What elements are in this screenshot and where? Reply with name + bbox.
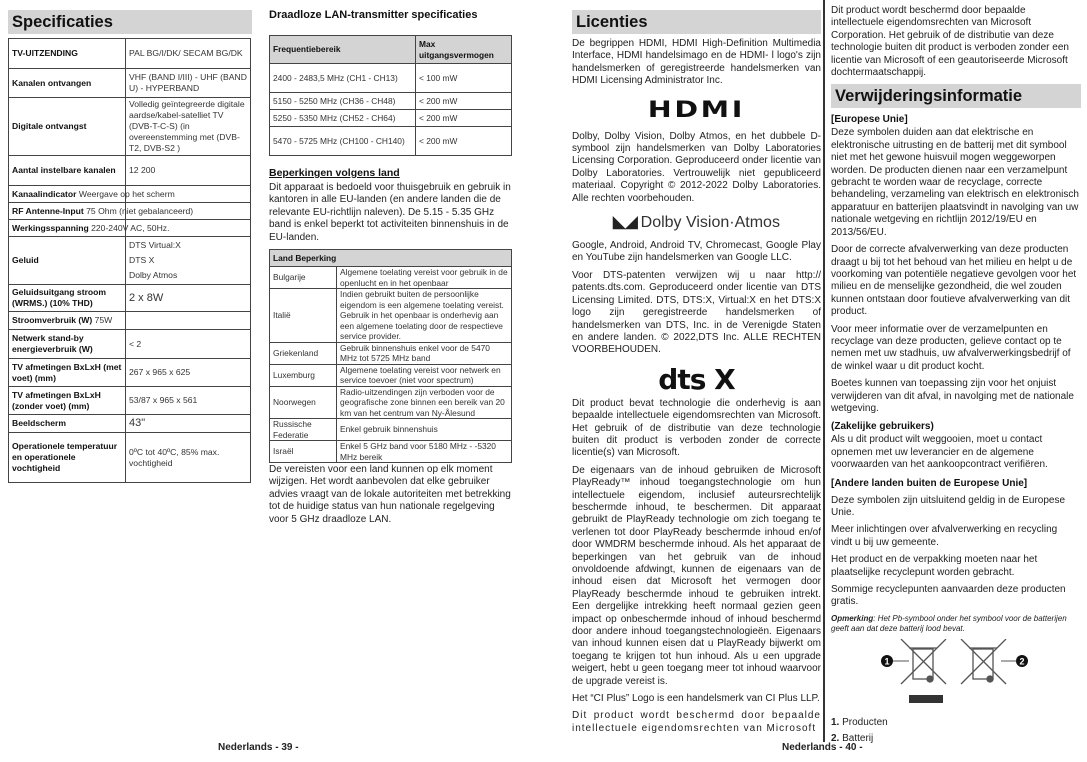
land-restriction: Algemene toelating vereist voor netwerk en service toevoer (niet voor spectrum): [337, 364, 512, 386]
eu-paragraph-2: Door de correcte afvalverwerking van deze producten draagt u bij tot het behoud van het milieu en helpt u de voorkoming van potentiële negatieve gevolgen voor het milieu en de menselijke gezondheid, die wel zouden kunnen ontstaan door foutieve afvalverwerking van dit product.: [831, 244, 1077, 318]
spec-row: [9, 415, 251, 433]
land-name: Israël: [270, 441, 337, 463]
wlan-power: < 100 mW: [416, 64, 512, 93]
land-restriction: Algemene toelating vereist voor gebruik in de openlucht en in het openbaar: [337, 267, 512, 289]
land-restriction: Enkel gebruik binnenshuis: [337, 419, 512, 441]
spec-value-line: DTS Virtual:X: [129, 240, 181, 250]
wlan-power: < 200 mW: [416, 127, 512, 156]
wlan-heading: Draadloze LAN-transmitter specificaties: [269, 9, 478, 21]
spec-row: [9, 237, 251, 285]
callout-2: 2: [1019, 656, 1025, 667]
land-name: Russische Federatie: [270, 419, 337, 441]
spec-inline-value: 220-240V AC, 50Hz.: [91, 222, 170, 233]
crossed-bin-icon-battery: [961, 639, 1006, 684]
dtsx-logo: dts X: [658, 362, 735, 396]
spec-row: [9, 330, 251, 359]
spec-value: 267 x 965 x 625: [126, 359, 251, 387]
wlan-power: < 200 mW: [416, 110, 512, 127]
legend-item-2: 2. Batterij: [831, 733, 874, 745]
land-row: [270, 267, 512, 289]
spec-inline-label: Werkingsspanning: [12, 222, 89, 233]
spec-row: [9, 156, 251, 186]
spec-value: Volledig geïntegreerde digitale aardse/kabel-satelliet TV (DVB-T-C-S) (in overeenstemming met (DVB-T2, DVB-S2 ): [126, 98, 251, 156]
wlan-table: [269, 35, 512, 156]
spec-label: TV-UITZENDING: [9, 39, 126, 69]
spec-row: [9, 203, 251, 220]
eu-paragraph-4: Boetes kunnen van toepassing zijn voor het onjuist verwijderen van dit afval, in navolging met de nationale wetgeving.: [831, 378, 1074, 414]
spec-row: [9, 98, 251, 156]
wlan-column: [269, 8, 512, 531]
wlan-frequency: 5470 - 5725 MHz (CH100 - CH140): [270, 127, 416, 156]
spec-value: 43": [126, 415, 251, 433]
land-name: Griekenland: [270, 342, 337, 364]
land-name: Luxemburg: [270, 364, 337, 386]
restrictions-heading: Beperkingen volgens land: [269, 167, 400, 179]
spec-inline-value: 75 Ohm (niet gebalanceerd): [86, 205, 194, 216]
spec-row: [9, 69, 251, 98]
dolby-text: Dolby, Dolby Vision, Dolby Atmos, en het dubbele D-symbool zijn handelsmerken van Dolby Laboratories Licensing Corporation. Geproduceerd onder licentie van Dolby Laboratories. Vertrouwelijk niet gepubliceerd materiaal. Copyright © 2012-2022 Dolby Laboratories. Alle rechten voorbehouden.: [572, 130, 821, 204]
land-restriction: Indien gebruikt buiten de persoonlijke eigendom is een algemene toelating vereist. Gebruik in het openbaar is onderhevig aan een algemene toelating door de respectieve service provider.: [337, 289, 512, 343]
dts-text: Voor DTS-patenten verwijzen wij u naar http:// patents.dts.com. Geproduceerd onder licentie van DTS Licensing Limited. DTS, DTS:X, Virtual:X en het DTS:X logo zijn geregistreerde handelsmerken of handelsmerken van DTS, Inc. in de Verenigde Staten en andere landen. © 2022,DTS Inc. ALLE RECHTEN VOORBEHOUDEN.: [572, 269, 821, 356]
land-restrictions-table: [269, 249, 512, 463]
restrictions-outro: De vereisten voor een land kunnen op elk moment wijzigen. Het wordt aanbevolen dat elke gebruiker advies vraagt van de lokale autoriteiten met betrekking tot de huidige status van hun nationale regelgeving voor 5 GHz draadloze LAN.: [269, 464, 511, 525]
other-paragraph-4: Sommige recyclepunten aanvaarden deze producten gratis.: [831, 584, 1066, 608]
spec-row: [9, 387, 251, 415]
spec-value: VHF (BAND I/III) - UHF (BAND U) - HYPERBAND: [126, 69, 251, 98]
eu-paragraph-1: Deze symbolen duiden aan dat elektrische en elektronische uitrusting en de batterij met dit symbool niet met het gewone huisvuil mogen weggeworpen worden. De producten dienen naar een verzamelpunt gebracht te worden waar de recyclage, correcte behandeling, verzameling van elektrisch en elektronisch apparatuur en batterijen plaatsvindt in navolging van uw nationale wetgeving en richtlijn 2012/19/EU en 2013/56/EU.: [831, 127, 1079, 238]
spec-label: Digitale ontvangst: [9, 98, 126, 156]
land-restriction: Enkel 5 GHz band voor 5180 MHz - -5320 MHz bereik: [337, 441, 512, 463]
other-paragraph-2: Meer inlichtingen over afvalverwerking en recycling vindt u bij uw gemeente.: [831, 524, 1058, 548]
spec-value: [126, 312, 251, 330]
ciplus-text: Het “CI Plus” Logo is een handelsmerk van CI Plus LLP.: [572, 693, 820, 705]
wlan-frequency: 5250 - 5350 MHz (CH52 - CH64): [270, 110, 416, 127]
wlan-row: [270, 64, 512, 93]
page-number-left: Nederlands - 39 -: [218, 742, 299, 753]
eu-paragraph-3: Voor meer informatie over de verzamelpunten en recyclage van deze producten, gelieve contact op te nemen met uw stadhuis, uw afvalverwerkingsbedrijf of de winkel waar u dit product kocht.: [831, 323, 1071, 372]
spec-row: [9, 312, 251, 330]
spec-inline-label: Stroomverbruik (W): [12, 315, 93, 325]
microsoft-text: Dit product bevat technologie die onderhevig is aan bepaalde intellectuele eigendomsrechten van Microsoft. Het gebruik of de distributie van deze technologie buiten dit product is verboden zonder de correcte licentie(s) van Microsoft.: [572, 397, 821, 459]
licenses-heading: Licenties: [572, 10, 821, 34]
land-restriction: Gebruik binnenshuis enkel voor de 5470 MHz tot 5725 MHz band: [337, 342, 512, 364]
weee-symbols: [831, 639, 1081, 711]
spec-row: [9, 220, 251, 237]
spec-label: [9, 312, 126, 330]
spec-label: [9, 220, 170, 237]
land-name: Bulgarije: [270, 267, 337, 289]
spec-value: 0ºC tot 40ºC, 85% max. vochtigheid: [126, 433, 251, 483]
spec-label: TV afmetingen BxLxH (met voet) (mm): [9, 359, 126, 387]
wlan-header-frequency: Frequentiebereik: [270, 36, 416, 64]
wlan-row: [270, 93, 512, 110]
solid-bar: [909, 695, 943, 703]
other-countries-heading: [Andere landen buiten de Europese Unie]: [831, 477, 1028, 489]
spec-value: 53/87 x 965 x 561: [126, 387, 251, 415]
spec-row: [9, 359, 251, 387]
spec-inline-label: Kanaalindicator: [12, 188, 77, 199]
spec-label: TV afmetingen BxLxH (zonder voet) (mm): [9, 387, 126, 415]
spec-label: Beeldscherm: [9, 415, 126, 433]
land-name: Italië: [270, 289, 337, 343]
wlan-row: [270, 110, 512, 127]
other-paragraph-1: Deze symbolen zijn uitsluitend geldig in de Europese Unie.: [831, 494, 1066, 518]
spec-value: [126, 237, 251, 285]
column-divider: [823, 0, 825, 742]
land-row: [270, 386, 512, 419]
wlan-frequency: 5150 - 5250 MHz (CH36 - CH48): [270, 93, 416, 110]
microsoft-protected-text: Dit product wordt beschermd door bepaalde intellectuele eigendomsrechten van Microsoft Corporation. Het gebruik of de distributie van deze technologie buiten dit product is verboden zonder een licentie van Microsoft of een geautoriseerde Microsoft dochtermaatschappij.: [831, 5, 1069, 79]
specifications-table: [8, 38, 251, 483]
disposal-column: [831, 5, 1081, 746]
land-row: [270, 364, 512, 386]
battery-note: Opmerking: Het Pb-symbool onder het symbool voor de batterijen geeft aan dat deze batterij lood bevat.: [831, 613, 1067, 633]
page-number-right: Nederlands - 40 -: [782, 742, 863, 753]
spec-label: [9, 203, 194, 220]
spec-value: 2 x 8W: [126, 285, 251, 312]
spec-inline-value: 75W: [94, 315, 113, 325]
microsoft-protected-text-lead: Dit product wordt beschermd door bepaalde intellectuele eigendomsrechten van Microsoft: [572, 710, 821, 734]
land-restriction: Radio-uitzendingen zijn verboden voor de geografische zone binnen een bereik van 20 km van het centrum van Ny-Ålesund: [337, 386, 512, 419]
callout-1: 1: [884, 656, 890, 667]
licenses-column: [572, 10, 821, 740]
spec-label: Netwerk stand-by energieverbruik (W): [9, 330, 126, 359]
spec-value: PAL BG/I/DK/ SECAM BG/DK: [126, 39, 251, 69]
eu-heading: [Europese Unie]: [831, 114, 908, 126]
dolby-logo: ◣◢ Dolby Vision·Atmos: [613, 213, 780, 231]
land-header: Land Beperking: [270, 250, 512, 267]
spec-label: Geluid: [9, 237, 126, 285]
spec-row: [9, 433, 251, 483]
land-row: [270, 441, 512, 463]
google-text: Google, Android, Android TV, Chromecast, Google Play en YouTube zijn handelsmerken van Google LLC.: [572, 240, 821, 264]
playready-text: De eigenaars van de inhoud gebruiken de Microsoft PlayReady™ inhoud toegangstechnologie om hun intellectuele eigendom, inclusief auteursrechtelijk beschermde inhoud, te beschermen. Dit apparaat gebruikt de PlayReady technologie om zich toegang te verlenen tot door PlayReady beschermde inhoud en/of door WMDRM beschermde inhoud. Als het apparaat de beperkingen van het gebruik van de inhoud onvoldoende afdwingt, kunnen de eigenaars van de inhoud eisen dat Microsoft het vermogen door PlayReady beschermde inhoud te gebruiken intrekt. Een dergelijke intrekking heeft normaal gezien geen impact op onbeschermde inhoud of inhoud beschermd door andere inhoud toegangstechnologieën. Eigenaars van inhoud kunnen eisen dat u PlayReady bijwerkt om toegang te krijgen tot hun inhoud. Als u een upgrade weigert, hebt u geen toegang meer tot inhoud waarvoor de upgrade vereist is.: [572, 464, 821, 687]
spec-value-line: Dolby Atmos: [129, 270, 178, 280]
spec-value: 12 200: [126, 156, 251, 186]
spec-row: [9, 39, 251, 69]
hdmi-text: De begrippen HDMI, HDMI High-Definition Multimedia Interface, HDMI handelsimago en de HDMI- l logo's zijn handelsmerken of geregistreerde handelsmerken van HDMI Licensing Administrator Inc.: [572, 38, 821, 87]
business-heading: (Zakelijke gebruikers): [831, 421, 934, 433]
disposal-heading: Verwijderingsinformatie: [831, 84, 1081, 108]
spec-inline-value: Weergave op het scherm: [78, 188, 175, 199]
land-row: [270, 342, 512, 364]
spec-value-line: DTS X: [129, 255, 155, 265]
wlan-header-power: Max uitgangsvermogen: [416, 36, 512, 64]
spec-label: Geluidsuitgang stroom (WRMS.) (10% THD): [9, 285, 126, 312]
hdmi-logo: HDMI: [647, 98, 746, 124]
land-name: Noorwegen: [270, 386, 337, 419]
specifications-column: [8, 10, 252, 483]
restrictions-intro: Dit apparaat is bedoeld voor thuisgebruik en gebruik in kantoren in alle EU-landen (en andere landen die de relevante EU-richtlijn naleven). De 5.15 - 5.35 GHz band is enkel beperkt tot activiteiten binnenshuis in de EU-landen.: [269, 182, 511, 243]
business-paragraph: Als u dit product wilt weggooien, moet u contact opnemen met uw leverancier en de algemene voorwaarden van het aankoopcontract verifiëren.: [831, 434, 1048, 471]
wlan-row: [270, 127, 512, 156]
spec-row: [9, 186, 251, 203]
crossed-bin-icons: [831, 639, 1081, 711]
land-row: [270, 419, 512, 441]
wlan-frequency: 2400 - 2483,5 MHz (CH1 - CH13): [270, 64, 416, 93]
specifications-heading: Specificaties: [8, 10, 252, 34]
spec-label: Kanalen ontvangen: [9, 69, 126, 98]
spec-label: Aantal instelbare kanalen: [9, 156, 126, 186]
spec-inline-label: RF Antenne-Input: [12, 205, 84, 216]
spec-row: [9, 285, 251, 312]
spec-label: [9, 186, 175, 203]
wlan-power: < 200 mW: [416, 93, 512, 110]
spec-value: < 2: [126, 330, 251, 359]
other-paragraph-3: Het product en de verpakking moeten naar het plaatselijke recyclepunt worden gebracht.: [831, 554, 1038, 578]
spec-label: Operationele temperatuur en operationele vochtigheid: [9, 433, 126, 483]
legend-item-1: 1. Producten: [831, 716, 888, 728]
land-row: [270, 289, 512, 343]
